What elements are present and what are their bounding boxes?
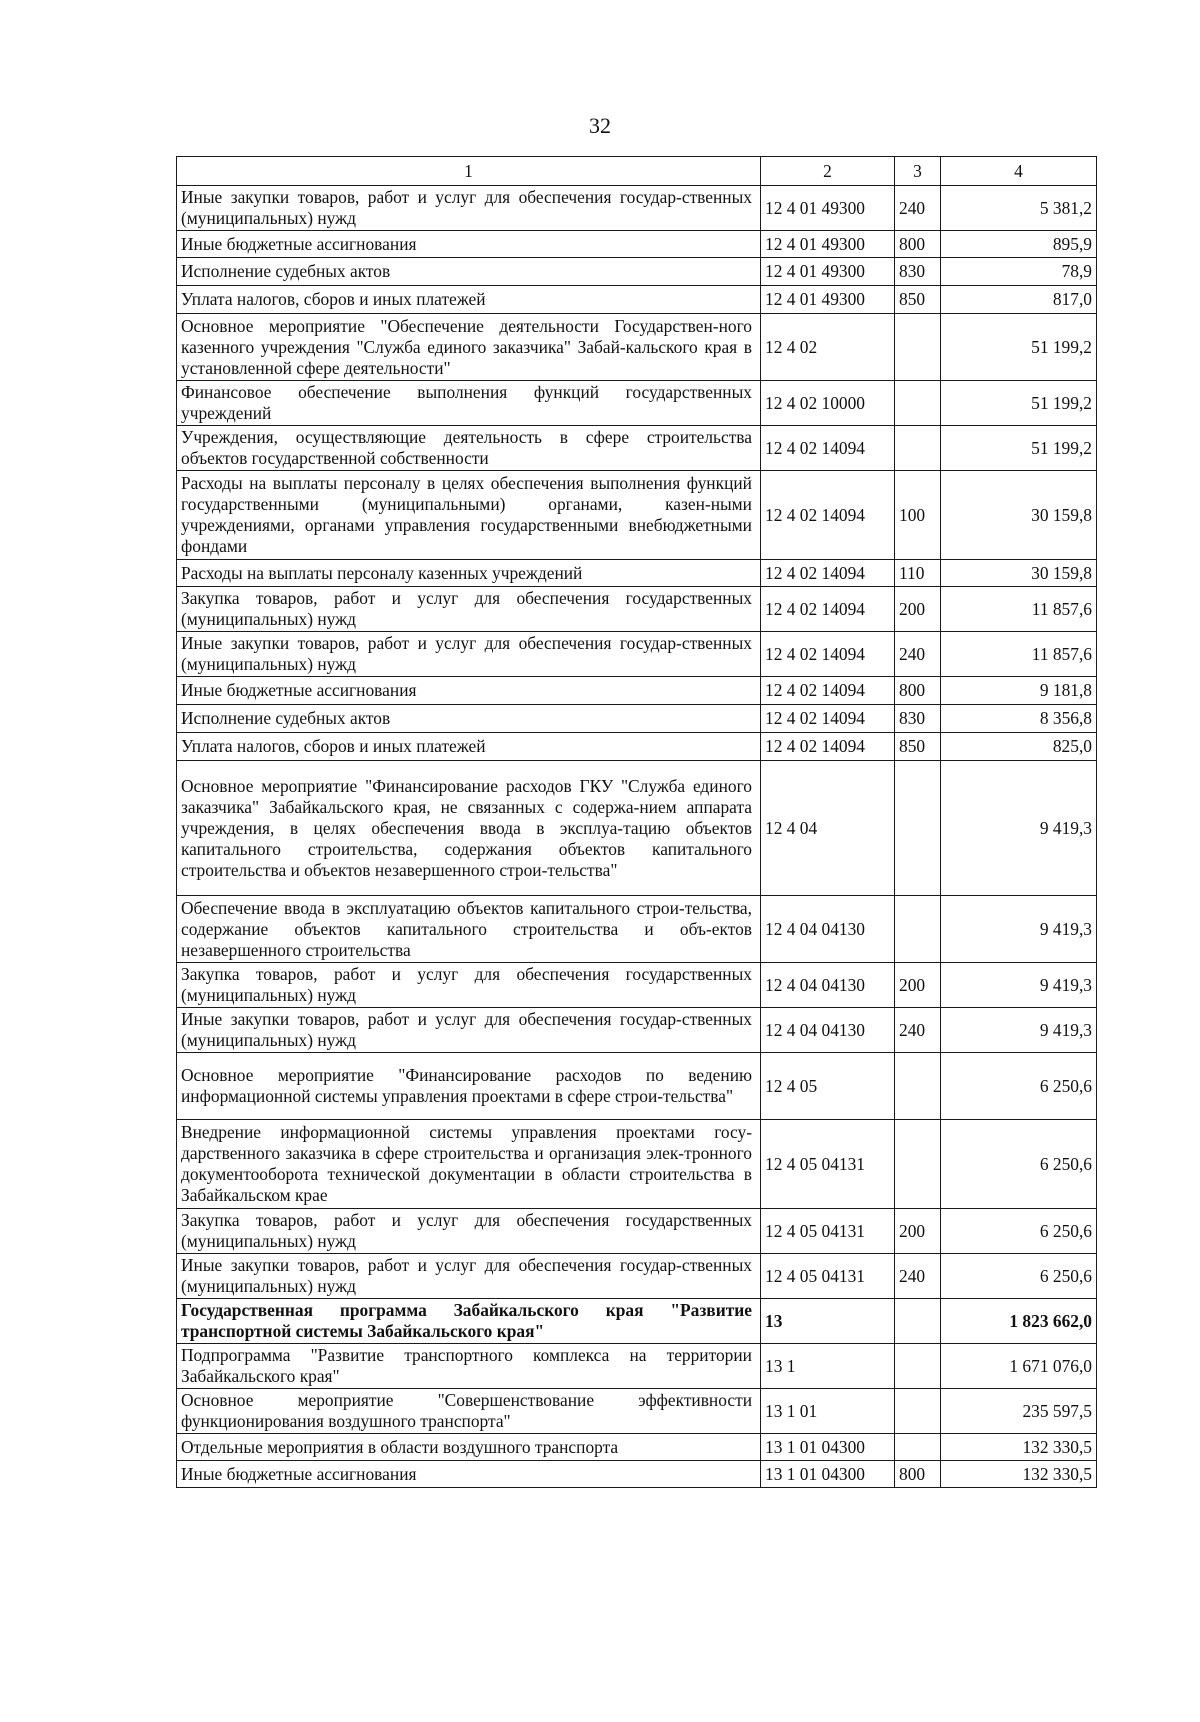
row-code-cell: 13 1 01 04300: [761, 1461, 895, 1488]
row-code-cell: 12 4 02 14094: [761, 471, 895, 560]
table-row: [177, 258, 1097, 286]
row-code-cell: 12 4 02: [761, 314, 895, 381]
table-row: [177, 1344, 1097, 1389]
header-col-2: 2: [761, 157, 895, 186]
table-row: [177, 560, 1097, 587]
row-amount-cell: 235 597,5: [941, 1389, 1097, 1434]
row-expense-type-cell: 200: [895, 1209, 941, 1254]
row-expense-type-cell: [895, 1120, 941, 1209]
row-expense-type-cell: 110: [895, 560, 941, 587]
row-code-cell: 12 4 02 10000: [761, 381, 895, 426]
row-name-cell: Подпрограмма "Развитие транспортного комплекса на территории Забайкальского края": [177, 1344, 761, 1389]
row-code-cell: 13 1: [761, 1344, 895, 1389]
row-name-cell: Обеспечение ввода в эксплуатацию объектов капитального строи-тельства, содержание объектов капитального строительства и объ-ектов незавершенного строительства: [177, 896, 761, 963]
row-amount-cell: 78,9: [941, 258, 1097, 286]
row-code-cell: 12 4 02 14094: [761, 705, 895, 733]
row-name-cell: Иные закупки товаров, работ и услуг для обеспечения государ-ственных (муниципальных) нужд: [177, 1254, 761, 1299]
row-amount-cell: 9 419,3: [941, 963, 1097, 1008]
row-expense-type-cell: [895, 1053, 941, 1120]
row-expense-type-cell: [895, 896, 941, 963]
header-col-3: 3: [895, 157, 941, 186]
table-row: [177, 381, 1097, 426]
row-amount-cell: 5 381,2: [941, 186, 1097, 231]
table-row: [177, 231, 1097, 258]
row-expense-type-cell: [895, 1344, 941, 1389]
row-code-cell: 12 4 04 04130: [761, 1008, 895, 1053]
row-amount-cell: 895,9: [941, 231, 1097, 258]
table-row: [177, 426, 1097, 471]
row-expense-type-cell: 240: [895, 1254, 941, 1299]
row-expense-type-cell: [895, 314, 941, 381]
row-code-cell: 12 4 04 04130: [761, 896, 895, 963]
row-name-cell: Уплата налогов, сборов и иных платежей: [177, 286, 761, 314]
row-amount-cell: 817,0: [941, 286, 1097, 314]
row-name-cell: Учреждения, осуществляющие деятельность в сфере строительства объектов государственной собственности: [177, 426, 761, 471]
row-expense-type-cell: [895, 1299, 941, 1344]
row-expense-type-cell: 830: [895, 705, 941, 733]
row-code-cell: 12 4 02 14094: [761, 677, 895, 705]
row-code-cell: 12 4 02 14094: [761, 632, 895, 677]
row-amount-cell: 6 250,6: [941, 1254, 1097, 1299]
row-amount-cell: 6 250,6: [941, 1120, 1097, 1209]
row-amount-cell: 9 419,3: [941, 896, 1097, 963]
table-row: [177, 186, 1097, 231]
header-col-4: 4: [941, 157, 1097, 186]
table-row: [177, 963, 1097, 1008]
row-code-cell: 12 4 02 14094: [761, 426, 895, 471]
row-expense-type-cell: [895, 426, 941, 471]
row-amount-cell: 51 199,2: [941, 426, 1097, 471]
row-expense-type-cell: 830: [895, 258, 941, 286]
budget-table: [176, 156, 1097, 1488]
row-name-cell: Закупка товаров, работ и услуг для обеспечения государственных (муниципальных) нужд: [177, 963, 761, 1008]
row-amount-cell: 11 857,6: [941, 632, 1097, 677]
row-code-cell: 12 4 04 04130: [761, 963, 895, 1008]
row-code-cell: 12 4 01 49300: [761, 186, 895, 231]
row-name-cell: Основное мероприятие "Обеспечение деятельности Государствен-ного казенного учреждения "Служба единого заказчика" Забай-кальского края в установленной сфере деятельности": [177, 314, 761, 381]
row-code-cell: 13 1 01 04300: [761, 1434, 895, 1461]
row-amount-cell: 30 159,8: [941, 560, 1097, 587]
row-code-cell: 12 4 04: [761, 761, 895, 896]
row-expense-type-cell: 240: [895, 186, 941, 231]
table-header-row: [177, 157, 1097, 186]
row-expense-type-cell: 800: [895, 231, 941, 258]
row-amount-cell: 9 181,8: [941, 677, 1097, 705]
row-name-cell: Закупка товаров, работ и услуг для обеспечения государственных (муниципальных) нужд: [177, 587, 761, 632]
row-name-cell: Иные бюджетные ассигнования: [177, 1461, 761, 1488]
row-amount-cell: 30 159,8: [941, 471, 1097, 560]
row-name-cell: Иные бюджетные ассигнования: [177, 677, 761, 705]
row-amount-cell: 51 199,2: [941, 314, 1097, 381]
row-expense-type-cell: [895, 1389, 941, 1434]
row-code-cell: 12 4 05 04131: [761, 1120, 895, 1209]
row-amount-cell: 6 250,6: [941, 1209, 1097, 1254]
row-code-cell: 12 4 05: [761, 1053, 895, 1120]
table-body: [177, 186, 1097, 1488]
table-row: [177, 587, 1097, 632]
table-row: [177, 677, 1097, 705]
header-col-1: 1: [177, 157, 761, 186]
table-row: [177, 471, 1097, 560]
row-name-cell: Внедрение информационной системы управления проектами госу-дарственного заказчика в сфере строительства и организация элек-тронного документооборота технической документации в области строительства в Забайкальском крае: [177, 1120, 761, 1209]
row-name-cell: Иные закупки товаров, работ и услуг для обеспечения государ-ственных (муниципальных) нужд: [177, 1008, 761, 1053]
table-row: [177, 1209, 1097, 1254]
row-code-cell: 12 4 01 49300: [761, 231, 895, 258]
table-row: [177, 1461, 1097, 1488]
row-code-cell: 12 4 02 14094: [761, 733, 895, 761]
row-amount-cell: 8 356,8: [941, 705, 1097, 733]
table-row: [177, 286, 1097, 314]
row-code-cell: 13: [761, 1299, 895, 1344]
row-expense-type-cell: 100: [895, 471, 941, 560]
row-name-cell: Исполнение судебных актов: [177, 258, 761, 286]
row-amount-cell: 6 250,6: [941, 1053, 1097, 1120]
row-amount-cell: 825,0: [941, 733, 1097, 761]
row-expense-type-cell: [895, 1434, 941, 1461]
row-name-cell: Отдельные мероприятия в области воздушного транспорта: [177, 1434, 761, 1461]
row-name-cell: Расходы на выплаты персоналу в целях обеспечения выполнения функций государственными (муниципальными) органами, казен-ными учреждениями, органами управления государственными внебюджетными фондами: [177, 471, 761, 560]
row-amount-cell: 1 823 662,0: [941, 1299, 1097, 1344]
table-row: [177, 1254, 1097, 1299]
row-expense-type-cell: 240: [895, 1008, 941, 1053]
table-row: [177, 314, 1097, 381]
table-row: [177, 705, 1097, 733]
table-row: [177, 1299, 1097, 1344]
table-row: [177, 1053, 1097, 1120]
row-expense-type-cell: 800: [895, 1461, 941, 1488]
row-expense-type-cell: [895, 761, 941, 896]
row-name-cell: Финансовое обеспечение выполнения функций государственных учреждений: [177, 381, 761, 426]
row-amount-cell: 51 199,2: [941, 381, 1097, 426]
table-row: [177, 632, 1097, 677]
row-amount-cell: 132 330,5: [941, 1461, 1097, 1488]
row-amount-cell: 1 671 076,0: [941, 1344, 1097, 1389]
row-name-cell: Основное мероприятие "Совершенствование эффективности функционирования воздушного транспорта": [177, 1389, 761, 1434]
row-expense-type-cell: 850: [895, 286, 941, 314]
table-row: [177, 1008, 1097, 1053]
row-expense-type-cell: 200: [895, 963, 941, 1008]
row-expense-type-cell: [895, 381, 941, 426]
row-expense-type-cell: 850: [895, 733, 941, 761]
row-amount-cell: 11 857,6: [941, 587, 1097, 632]
table-row: [177, 733, 1097, 761]
table-row: [177, 896, 1097, 963]
row-code-cell: 12 4 01 49300: [761, 258, 895, 286]
row-expense-type-cell: 200: [895, 587, 941, 632]
row-name-cell: Государственная программа Забайкальского края "Развитие транспортной системы Забайкальского края": [177, 1299, 761, 1344]
row-name-cell: Исполнение судебных актов: [177, 705, 761, 733]
row-expense-type-cell: 240: [895, 632, 941, 677]
row-amount-cell: 9 419,3: [941, 1008, 1097, 1053]
row-name-cell: Расходы на выплаты персоналу казенных учреждений: [177, 560, 761, 587]
table-row: [177, 1389, 1097, 1434]
row-name-cell: Иные закупки товаров, работ и услуг для обеспечения государ-ственных (муниципальных) нужд: [177, 186, 761, 231]
table-row: [177, 761, 1097, 896]
row-name-cell: Основное мероприятие "Финансирование расходов по ведению информационной системы управления проектами в сфере строи-тельства": [177, 1053, 761, 1120]
row-name-cell: Иные бюджетные ассигнования: [177, 231, 761, 258]
page-number: 32: [589, 113, 611, 138]
row-code-cell: 12 4 05 04131: [761, 1254, 895, 1299]
row-name-cell: Закупка товаров, работ и услуг для обеспечения государственных (муниципальных) нужд: [177, 1209, 761, 1254]
row-code-cell: 13 1 01: [761, 1389, 895, 1434]
row-name-cell: Уплата налогов, сборов и иных платежей: [177, 733, 761, 761]
row-code-cell: 12 4 02 14094: [761, 587, 895, 632]
row-name-cell: Основное мероприятие "Финансирование расходов ГКУ "Служба единого заказчика" Забайкальского края, не связанных с содержа-нием аппарата учреждения, в целях обеспечения ввода в эксплуа-тацию объектов капитального строительства, содержания объектов капитального строительства и объектов незавершенного строи-тельства": [177, 761, 761, 896]
row-amount-cell: 132 330,5: [941, 1434, 1097, 1461]
row-name-cell: Иные закупки товаров, работ и услуг для обеспечения государ-ственных (муниципальных) нужд: [177, 632, 761, 677]
row-code-cell: 12 4 05 04131: [761, 1209, 895, 1254]
table-row: [177, 1434, 1097, 1461]
row-code-cell: 12 4 01 49300: [761, 286, 895, 314]
table-row: [177, 1120, 1097, 1209]
row-code-cell: 12 4 02 14094: [761, 560, 895, 587]
row-amount-cell: 9 419,3: [941, 761, 1097, 896]
row-expense-type-cell: 800: [895, 677, 941, 705]
